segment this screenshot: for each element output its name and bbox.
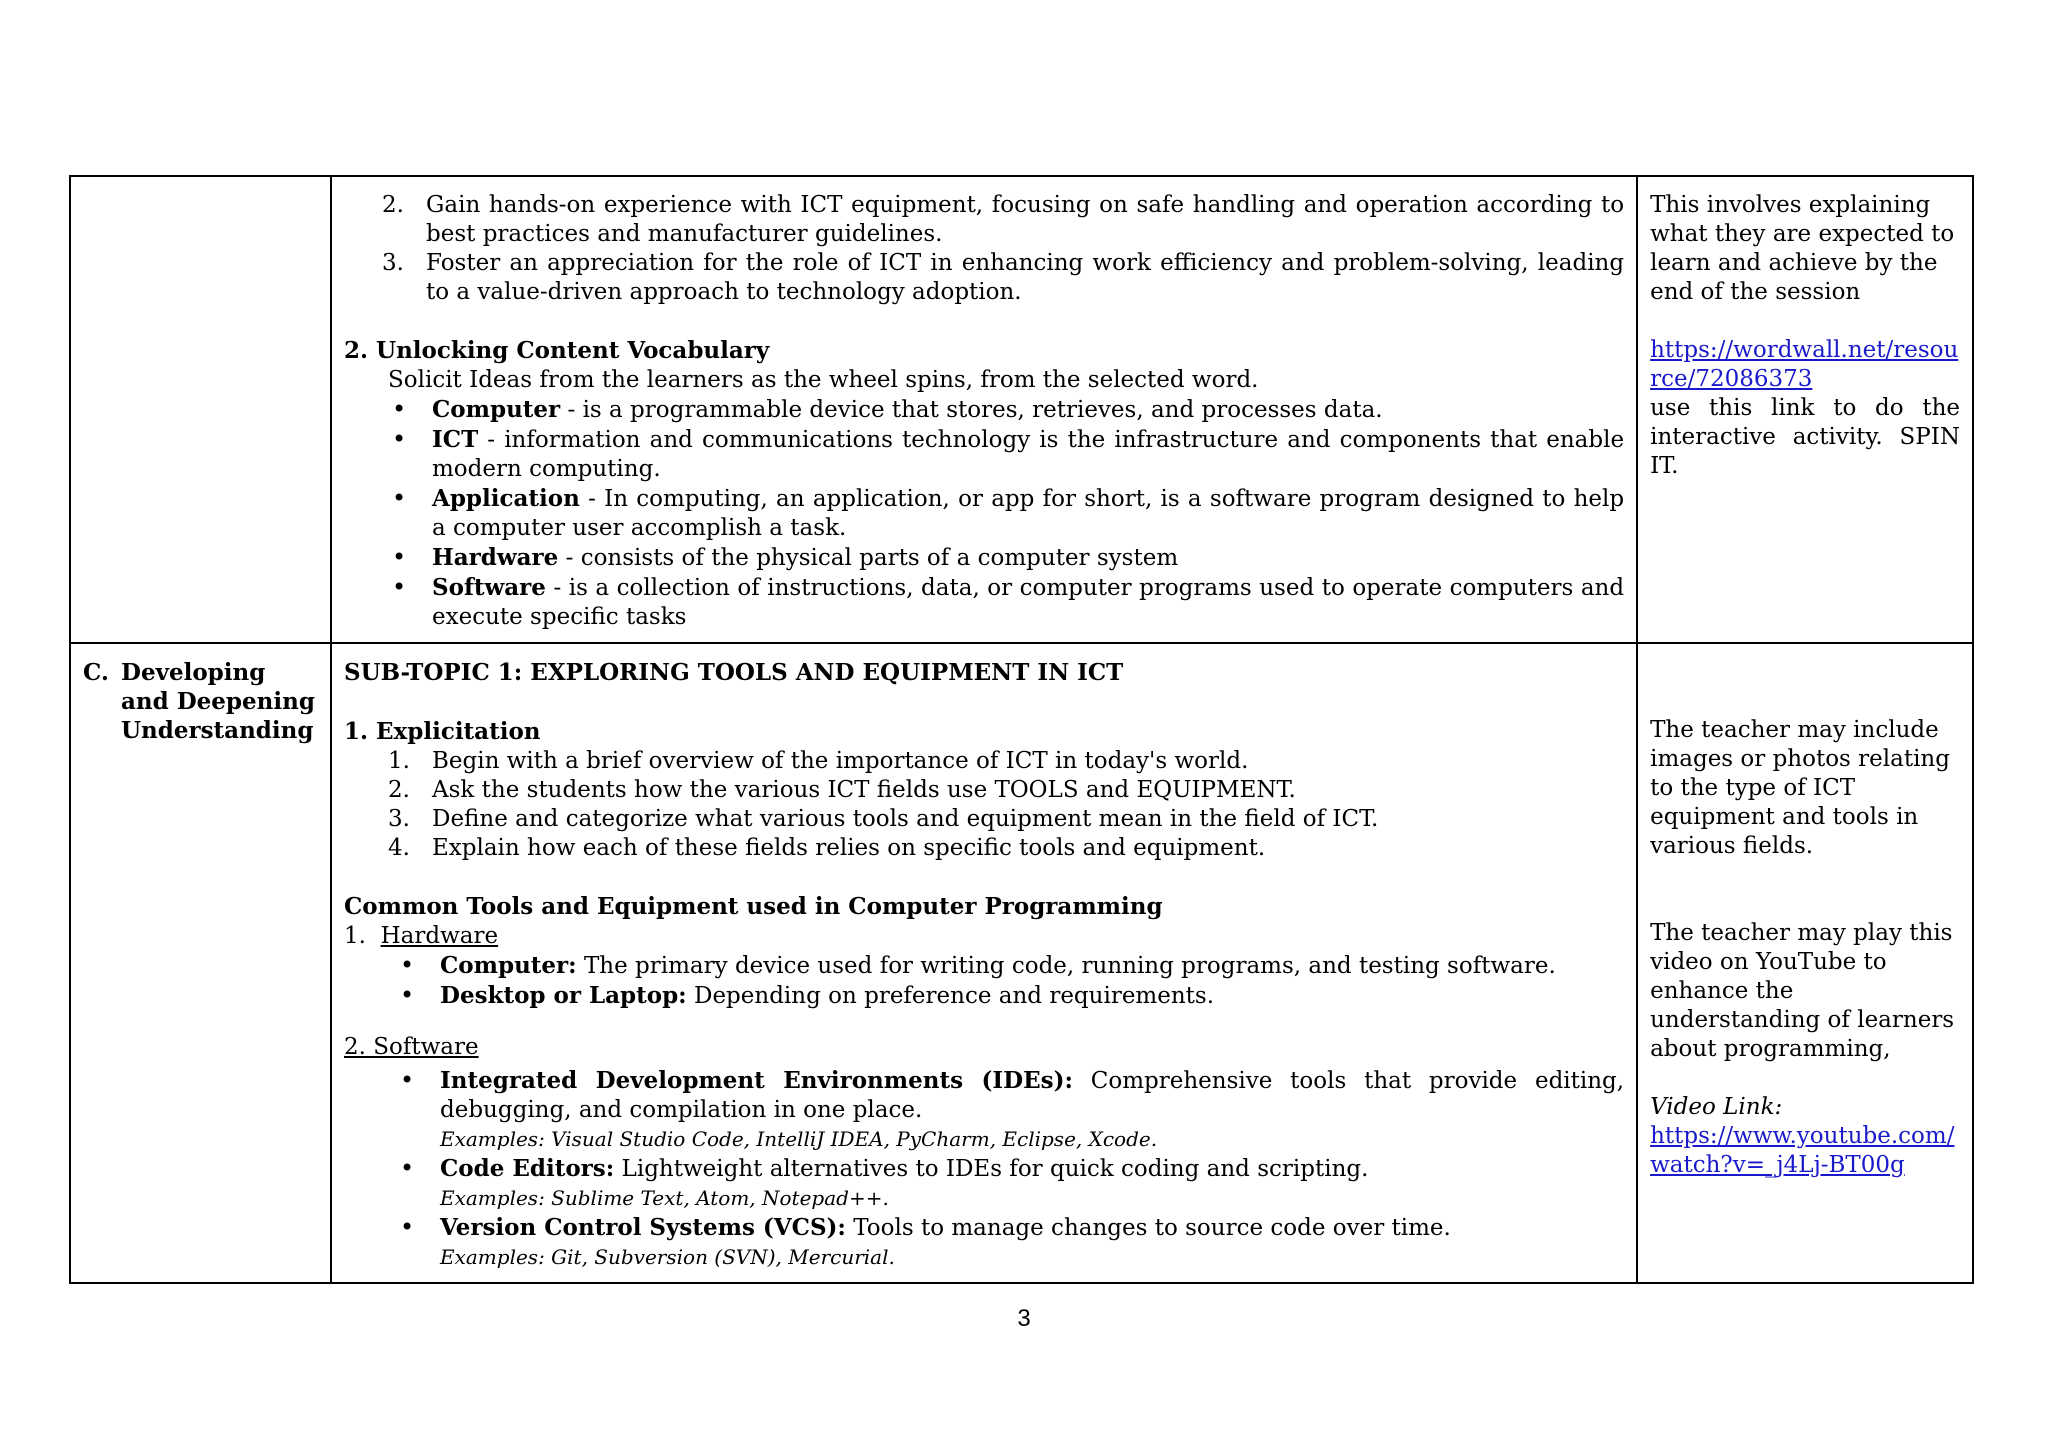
explicitation-list [388,747,1624,863]
notes-text: This involves explaining what they are expected to learn and achieve by the end of the session [1650,192,1955,305]
list-item: 2. Ask the students how the various ICT fields use TOOLS and EQUIPMENT. [388,777,1296,803]
list-item: 3. Define and categorize what various tools and equipment mean in the field of ICT. [388,806,1379,832]
table-row [70,176,1973,643]
table-row [70,643,1973,1283]
row-label-cell [70,643,331,1283]
subtopic-heading: SUB-TOPIC 1: EXPLORING TOOLS AND EQUIPMENT IN ICT [344,659,1124,686]
section-title: Developing and Deepening Understanding [121,659,315,744]
explicitation-heading: 1. Explicitation [344,718,541,745]
list-item: 3. Foster an appreciation for the role of ICT in enhancing work efficiency and problem-solving, leading to a value-driven approach to technology adoption. [382,250,1625,305]
list-item: • ICT - information and communications technology is the infrastructure and components that enable modern computing. [388,425,1624,484]
vocab-heading: 2. Unlocking Content Vocabulary [344,337,770,364]
vocab-list [388,395,1624,632]
list-item: 4. Explain how each of these fields relies on specific tools and equipment. [388,835,1266,861]
hardware-heading: 1. Hardware [344,923,499,949]
examples-text: Examples: Visual Studio Code, IntelliJ IDEA, PyCharm, Eclipse, Xcode. [440,1127,1158,1151]
page-number: 3 [1017,1305,1031,1332]
software-list [396,1066,1624,1272]
notes-text: The teacher may play this video on YouTube to enhance the understanding of learners about programming, [1650,920,1955,1062]
vocab-intro: Solicit Ideas from the learners as the wheel spins, from the selected word. [388,367,1259,393]
row-content-cell [331,643,1637,1283]
list-item: • Application - In computing, an application, or app for short, is a software program designed to help a computer user accomplish a task. [388,484,1624,543]
wordwall-link[interactable]: https://wordwall.net/resource/72086373 [1650,337,1959,392]
software-heading: 2. Software [344,1034,479,1060]
notes-text: use this link to do the interactive activity. SPIN IT. [1650,395,1960,479]
video-link-label: Video Link: [1650,1094,1783,1120]
list-item: 2. Gain hands-on experience with ICT equipment, focusing on safe handling and operation according to best practices and manufacturer guidelines. [382,192,1625,247]
youtube-link[interactable]: https://www.youtube.com/watch?v=_j4Lj-BT00g [1650,1123,1955,1178]
list-item: • Desktop or Laptop: Depending on preference and requirements. [396,981,1624,1011]
tools-heading: Common Tools and Equipment used in Computer Programming [344,893,1163,920]
list-item: • Computer: The primary device used for writing code, running programs, and testing software. [396,951,1624,981]
examples-text: Examples: Git, Subversion (SVN), Mercurial. [440,1245,895,1269]
list-item: • Hardware - consists of the physical parts of a computer system [388,543,1624,573]
list-item: • Integrated Development Environments (IDEs): Comprehensive tools that provide editing, debugging, and compilation in one place. Examples: Visual Studio Code, IntelliJ IDEA, PyCharm, Eclipse, Xcode. [396,1066,1624,1154]
notes-text: The teacher may include images or photos relating to the type of ICT equipment and tools in various fields. [1650,717,1950,859]
row-label-cell [70,176,331,643]
list-item: • Computer - is a programmable device that stores, retrieves, and processes data. [388,395,1624,425]
list-item: • Version Control Systems (VCS): Tools to manage changes to source code over time. Examples: Git, Subversion (SVN), Mercurial. [396,1213,1624,1272]
list-item: • Software - is a collection of instructions, data, or computer programs used to operate computers and execute specific tasks [388,573,1624,632]
lesson-plan-table [69,175,1974,1284]
list-item: 1. Begin with a brief overview of the importance of ICT in today's world. [388,748,1249,774]
objectives-list [382,191,1624,307]
examples-text: Examples: Sublime Text, Atom, Notepad++. [440,1186,889,1210]
list-item: • Code Editors: Lightweight alternatives to IDEs for quick coding and scripting. Examples: Sublime Text, Atom, Notepad++. [396,1154,1624,1213]
row-notes-cell [1637,643,1973,1283]
section-letter: C. [83,659,109,686]
hardware-list [396,951,1624,1011]
row-notes-cell [1637,176,1973,643]
row-content-cell [331,176,1637,643]
